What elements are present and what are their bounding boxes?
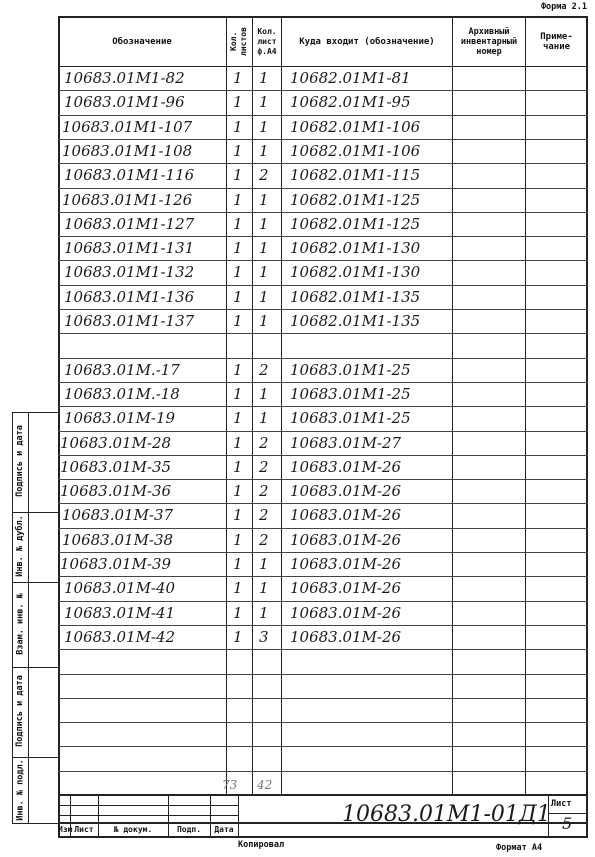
cell-sheets: 1 (233, 555, 243, 573)
row-line (58, 722, 588, 723)
cell-where-used: 10683.01М1-25 (290, 409, 411, 428)
cell-where-used: 10683.01М-26 (290, 482, 402, 501)
row-line (58, 479, 588, 480)
cell-designation: 10683.01М-39 (60, 555, 172, 573)
row-line (58, 236, 588, 237)
col-line (452, 16, 453, 794)
row-line (58, 431, 588, 432)
cell-sheets: 1 (233, 287, 243, 306)
cell-a4: 1 (259, 141, 269, 160)
copied-label: Копировал (238, 840, 285, 850)
cell-where-used: 10682.01М1-95 (290, 93, 411, 112)
cell-designation: 10683.01М-38 (62, 530, 174, 549)
cell-designation: 10683.01М1-126 (62, 190, 193, 209)
cell-a4: 2 (259, 457, 269, 476)
row-line (58, 771, 588, 772)
row-line (58, 746, 588, 747)
row-line (58, 552, 588, 553)
cell-designation: 10683.01М1-137 (64, 312, 195, 330)
cell-a4: 3 (259, 627, 269, 646)
title-block-top (58, 794, 588, 796)
cell-where-used: 10682.01М1-135 (290, 287, 421, 306)
cell-designation: 10683.01М1-131 (64, 239, 195, 258)
cell-sheets: 1 (233, 530, 243, 549)
cell-designation: 10683.01М-37 (62, 506, 174, 525)
cell-a4: 1 (259, 190, 269, 209)
cell-designation: 10683.01М1-136 (64, 287, 195, 306)
row-line (58, 528, 588, 529)
cell-where-used: 10683.01М-26 (290, 457, 402, 476)
side-label: Инв. № дубл. (15, 515, 25, 577)
cell-where-used: 10683.01М-26 (290, 603, 402, 622)
format-label: Формат А4 (496, 843, 543, 853)
row-line (58, 139, 588, 140)
side-label: Инв. № подл. (15, 758, 25, 821)
cell-where-used: 10683.01М-27 (290, 433, 402, 452)
row-line (58, 576, 588, 577)
col-line (281, 16, 282, 794)
cell-where-used: 10682.01М1-81 (290, 69, 411, 87)
side-label: Подпись и дата (15, 425, 25, 497)
cell-a4: 1 (259, 555, 269, 573)
cell-sheets: 1 (233, 141, 243, 160)
title-block-label: № докум. (113, 825, 153, 834)
row-line (58, 212, 588, 213)
col-line (252, 16, 253, 794)
form-label: Форма 2.1 (540, 2, 587, 12)
cell-designation: 10683.01М1-96 (64, 93, 185, 112)
cell-where-used: 10683.01М-26 (290, 627, 402, 646)
cell-where-used: 10682.01М1-106 (290, 117, 421, 136)
cell-a4: 1 (259, 579, 269, 598)
title-block-label: Изм (58, 825, 73, 834)
cell-a4: 1 (259, 117, 269, 136)
cell-sheets: 1 (233, 457, 243, 476)
cell-designation: 10683.01М.-18 (64, 384, 180, 403)
cell-where-used: 10682.01М1-135 (290, 312, 421, 330)
cell-a4: 1 (259, 93, 269, 112)
row-line (58, 625, 588, 626)
cell-designation: 10683.01М-42 (64, 627, 176, 646)
cell-sheets: 1 (233, 166, 243, 185)
cell-where-used: 10683.01М1-25 (290, 360, 411, 379)
col-line (525, 16, 526, 794)
cell-designation: 10683.01М-28 (60, 433, 172, 452)
row-line (58, 358, 588, 359)
cell-sheets: 1 (233, 360, 243, 379)
header-divider (58, 66, 588, 67)
cell-a4: 1 (259, 603, 269, 622)
row-line (58, 333, 588, 334)
row-line (58, 382, 588, 383)
row-line (58, 406, 588, 407)
cell-a4: 2 (259, 506, 269, 525)
row-line (58, 285, 588, 286)
cell-a4: 1 (259, 69, 269, 87)
cell-designation: 10683.01М1-127 (64, 214, 195, 233)
cell-a4: 2 (259, 360, 269, 379)
cell-designation: 10683.01М1-82 (64, 69, 185, 87)
cell-a4: 1 (259, 239, 269, 258)
cell-designation: 10683.01М1-132 (64, 263, 195, 282)
cell-sheets: 1 (233, 214, 243, 233)
cell-sheets: 1 (233, 263, 243, 282)
cell-a4: 2 (259, 482, 269, 501)
cell-designation: 10683.01М1-108 (62, 141, 193, 160)
cell-a4: 2 (259, 530, 269, 549)
cell-sheets: 1 (233, 190, 243, 209)
cell-where-used: 10683.01М-26 (290, 579, 402, 598)
col-line (226, 16, 227, 794)
cell-where-used: 10682.01М1-130 (290, 239, 421, 258)
header-note: Приме- чание (540, 31, 573, 52)
cell-a4: 1 (259, 214, 269, 233)
cell-a4: 1 (259, 409, 269, 428)
cell-a4: 1 (259, 384, 269, 403)
cell-designation: 10683.01М-19 (64, 409, 176, 428)
row-line (58, 163, 588, 164)
title-block-label: Подп. (176, 825, 202, 834)
cell-a4: 1 (259, 287, 269, 306)
total-a4: 42 (257, 778, 273, 792)
cell-sheets: 1 (233, 603, 243, 622)
header-sheet-count-a4: Кол. лист ф.А4 (257, 26, 277, 56)
side-label: Подпись и дата (15, 675, 25, 747)
cell-a4: 2 (259, 433, 269, 452)
row-line (58, 90, 588, 91)
cell-where-used: 10683.01М-26 (290, 555, 402, 573)
cell-where-used: 10683.01М1-25 (290, 384, 411, 403)
cell-sheets: 1 (233, 69, 243, 87)
cell-designation: 10683.01М-40 (64, 579, 176, 598)
row-line (58, 115, 588, 116)
cell-sheets: 1 (233, 579, 243, 598)
row-line (58, 674, 588, 675)
cell-sheets: 1 (233, 433, 243, 452)
cell-sheets: 1 (233, 312, 243, 330)
header-archive-number: Архивный инвентарный номер (460, 26, 518, 57)
row-line (58, 455, 588, 456)
cell-designation: 10683.01М-36 (60, 482, 172, 501)
header-where-used: Куда входит (обозначение) (299, 36, 435, 47)
row-line (58, 188, 588, 189)
header-designation: Обозначение (112, 36, 172, 47)
row-line (58, 309, 588, 310)
cell-sheets: 1 (233, 627, 243, 646)
cell-where-used: 10682.01М1-106 (290, 141, 421, 160)
sheet-label: Лист (551, 799, 572, 809)
row-line (58, 601, 588, 602)
row-line (58, 503, 588, 504)
cell-a4: 1 (259, 312, 269, 330)
title-block-label: Лист (74, 825, 94, 834)
side-strip-divider (28, 412, 29, 824)
cell-sheets: 1 (233, 93, 243, 112)
row-line (58, 698, 588, 699)
sheet-number: 5 (562, 814, 573, 833)
total-sheets: 73 (222, 778, 238, 792)
title-block-label: Дата (214, 825, 234, 834)
cell-where-used: 10682.01М1-130 (290, 263, 421, 282)
row-line (58, 260, 588, 261)
cell-where-used: 10682.01М1-125 (290, 190, 421, 209)
cell-sheets: 1 (233, 482, 243, 501)
cell-sheets: 1 (233, 506, 243, 525)
row-line (58, 649, 588, 650)
cell-designation: 10683.01М-41 (64, 603, 176, 622)
side-label: Взам. инв. № (15, 592, 25, 655)
cell-where-used: 10683.01М-26 (290, 506, 402, 525)
cell-where-used: 10682.01М1-115 (290, 166, 421, 185)
title-block-line (58, 815, 238, 816)
cell-where-used: 10683.01М-26 (290, 530, 402, 549)
cell-designation: 10683.01М-35 (60, 457, 172, 476)
cell-where-used: 10682.01М1-125 (290, 214, 421, 233)
cell-sheets: 1 (233, 384, 243, 403)
cell-designation: 10683.01М1-116 (64, 166, 195, 185)
cell-sheets: 1 (233, 409, 243, 428)
cell-a4: 2 (259, 166, 269, 185)
cell-designation: 10683.01М.-17 (64, 360, 180, 379)
cell-a4: 1 (259, 263, 269, 282)
cell-sheets: 1 (233, 117, 243, 136)
title-block-line (58, 805, 238, 806)
header-sheets-count: Кол. листов (229, 27, 248, 56)
cell-designation: 10683.01М1-107 (62, 117, 193, 136)
cell-sheets: 1 (233, 239, 243, 258)
document-code: 10683.01М1-01Д1 (342, 802, 551, 827)
